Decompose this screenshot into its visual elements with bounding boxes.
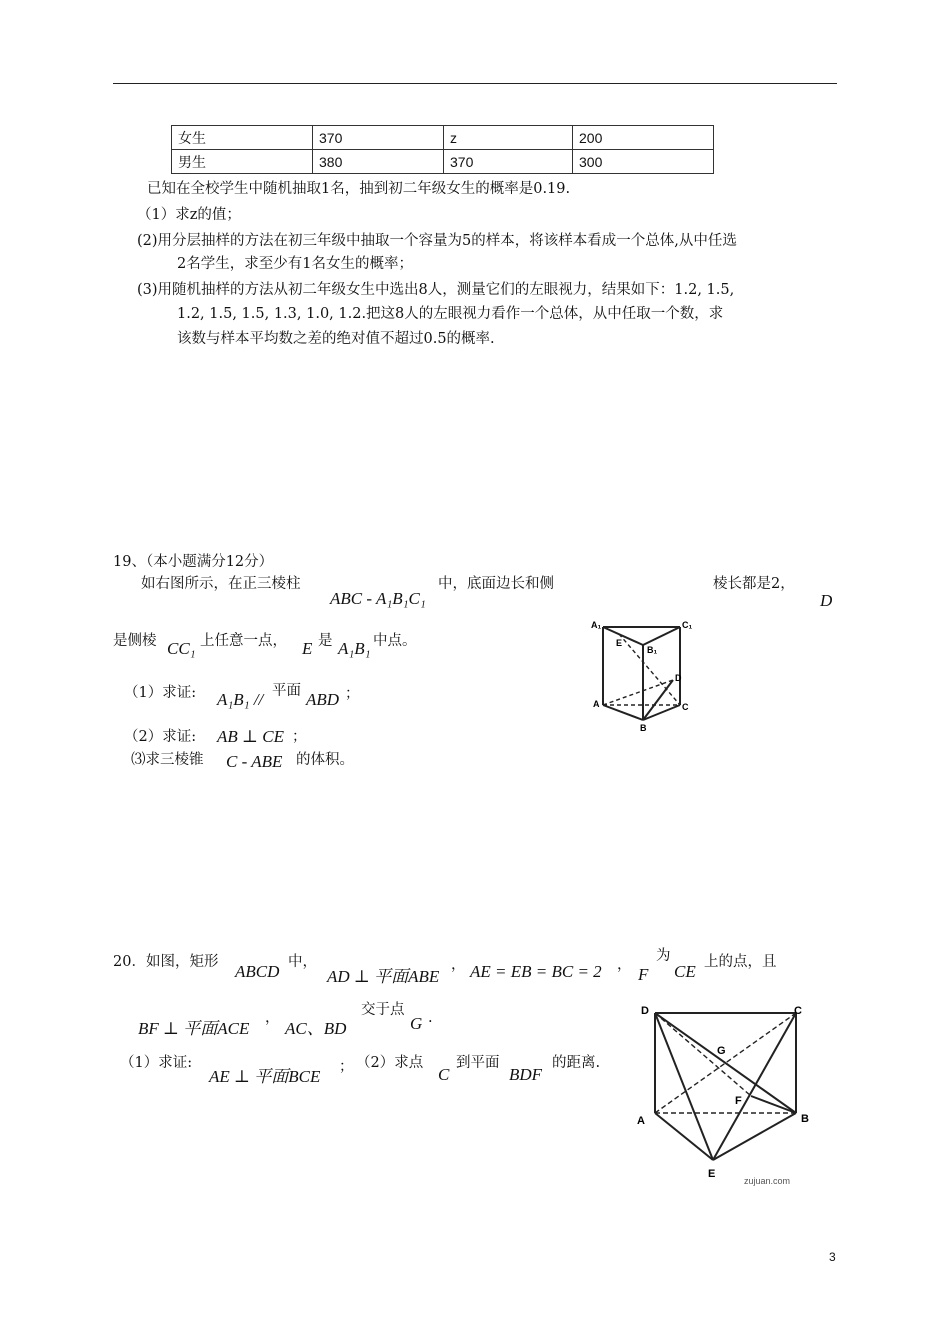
fig-label-d: D (675, 673, 682, 683)
q20-line1-comma2: ， (617, 957, 632, 973)
watermark: zujuan.com (744, 1176, 791, 1186)
q19-line2-text3: 是 (318, 633, 333, 649)
q20-cond2: AE = EB = BC = 2 (470, 962, 602, 981)
q19-part2-math: AB ⊥ CE (217, 727, 284, 746)
q20-cond1: AD ⊥ 平面ABE (327, 967, 440, 986)
fig-label-a1: A₁ (591, 620, 602, 630)
table-cell: 200 (573, 126, 714, 150)
q19-point-d: D (820, 591, 833, 610)
q20-line1-text: 20．如图，矩形 (113, 954, 219, 970)
table-cell: 370 (313, 126, 444, 150)
q20-part1-math: AE ⊥ 平面BCE (209, 1067, 321, 1086)
fig-label-c: C (794, 1005, 802, 1017)
q20-line2-comma: ， (265, 1010, 280, 1026)
rectangle-pyramid-figure (633, 1000, 828, 1190)
fig-label-c: C (682, 702, 689, 712)
q18-part1: （1）求z的值； (137, 207, 241, 223)
q20-line1-wei: 为 (656, 948, 671, 964)
q19-part1-plane: 平面 (272, 683, 301, 699)
fig-label-e: E (616, 638, 623, 648)
table-cell: 370 (444, 150, 573, 174)
q19-part3-label: ⑶求三棱锥 (131, 752, 204, 768)
q20-segment-ce: CE (674, 962, 696, 981)
q19-line1-text: 如右图所示，在正三棱柱 (141, 576, 301, 592)
q19-line1-text2: 中，底面边长和侧 (438, 576, 554, 592)
table-cell: z (444, 126, 573, 150)
q19-part2-label: （2）求证: (124, 729, 197, 745)
table-cell: 380 (313, 150, 444, 174)
fig-label-b: B (640, 723, 647, 733)
q19-part2-end: ； (292, 729, 307, 745)
table-cell: 男生 (172, 150, 313, 174)
table-cell: 300 (573, 150, 714, 174)
q19-part3-math: C - ABE (226, 752, 283, 771)
fig-label-a: A (593, 699, 600, 709)
header-rule (113, 83, 837, 84)
table-cell: 女生 (172, 126, 313, 150)
fig-label-f: F (735, 1095, 742, 1107)
q20-point-g: G (410, 1014, 423, 1033)
q20-part2-plane: BDF (509, 1065, 543, 1084)
fig-label-g: G (717, 1045, 726, 1057)
q20-part1-end: ； (339, 1059, 354, 1075)
q18-intro: 已知在全校学生中随机抽取1名，抽到初二年级女生的概率是0.19. (147, 181, 571, 197)
q20-cond3: BF ⊥ 平面ACE (138, 1019, 250, 1038)
q20-line2-end: . (428, 1010, 433, 1026)
q18-part3-line1: (3)用随机抽样的方法从初二年级女生中选出8人，测量它们的左眼视力，结果如下：1.2, 1.5, (137, 282, 735, 298)
q20-part1-label: （1）求证: (120, 1055, 193, 1071)
fig-label-b1: B₁ (647, 645, 658, 655)
q18-part3-line2: 1.2, 1.5, 1.5, 1.3, 1.0, 1.2.把这8人的左眼视力看作一个总体，从中任取一个数，求 (177, 306, 724, 322)
q19-line1-text3: 棱长都是2， (713, 576, 795, 592)
q20-point-f: F (638, 965, 649, 984)
q19-point-e: E (302, 639, 313, 658)
fig-label-e: E (708, 1168, 716, 1180)
q19-line2-text2: 上任意一点， (200, 633, 287, 649)
q19-part1-end: ； (345, 686, 360, 702)
page-number: 3 (829, 1250, 836, 1264)
grade-gender-table (171, 125, 714, 174)
q19-part1-math: A₁B₁ // (217, 690, 264, 709)
q19-line2-text: 是侧棱 (113, 633, 157, 649)
q19-part1-plane-name: ABD (306, 690, 340, 709)
q20-part2-point: C (438, 1065, 450, 1084)
q19-edge-cc1: CC₁ (167, 639, 196, 658)
q19-prism-name: ABC - A₁B₁C₁ (330, 589, 426, 608)
fig-label-d: D (641, 1005, 649, 1017)
table-row (172, 150, 714, 174)
q19-line2-text4: 中点。 (373, 633, 417, 649)
q18-part2-line2: 2名学生，求至少有1名女生的概率； (177, 256, 413, 272)
q20-line1-comma1: ， (451, 957, 466, 973)
q19-part1-label: （1）求证: (124, 685, 197, 701)
fig-label-c1: C₁ (682, 620, 693, 630)
prism-figure (585, 615, 695, 735)
q20-part2-end: 的距离. (552, 1055, 601, 1071)
table-row (172, 126, 714, 150)
q20-line1-end: 上的点，且 (704, 954, 777, 970)
q20-part2-label: （2）求点 (356, 1055, 424, 1071)
q20-rect-name: ABCD (235, 962, 280, 981)
q20-part2-to-plane: 到平面 (456, 1055, 500, 1071)
fig-label-b: B (801, 1113, 809, 1125)
fig-label-a: A (637, 1115, 645, 1127)
q19-edge-a1b1: A₁B₁ (338, 639, 371, 658)
q18-part3-line3: 该数与样本平均数之差的绝对值不超过0.5的概率. (177, 331, 495, 347)
q20-line1-text2: 中， (288, 954, 317, 970)
q19-header: 19、（本小题满分12分） (113, 554, 274, 570)
q20-line2-jiaoyu: 交于点 (361, 1002, 405, 1018)
q20-diagonals: AC、BD (285, 1019, 347, 1038)
q18-part2-line1: (2)用分层抽样的方法在初三年级中抽取一个容量为5的样本，将该样本看成一个总体,从中任选 (137, 233, 737, 249)
q19-part3-end: 的体积。 (296, 752, 354, 768)
